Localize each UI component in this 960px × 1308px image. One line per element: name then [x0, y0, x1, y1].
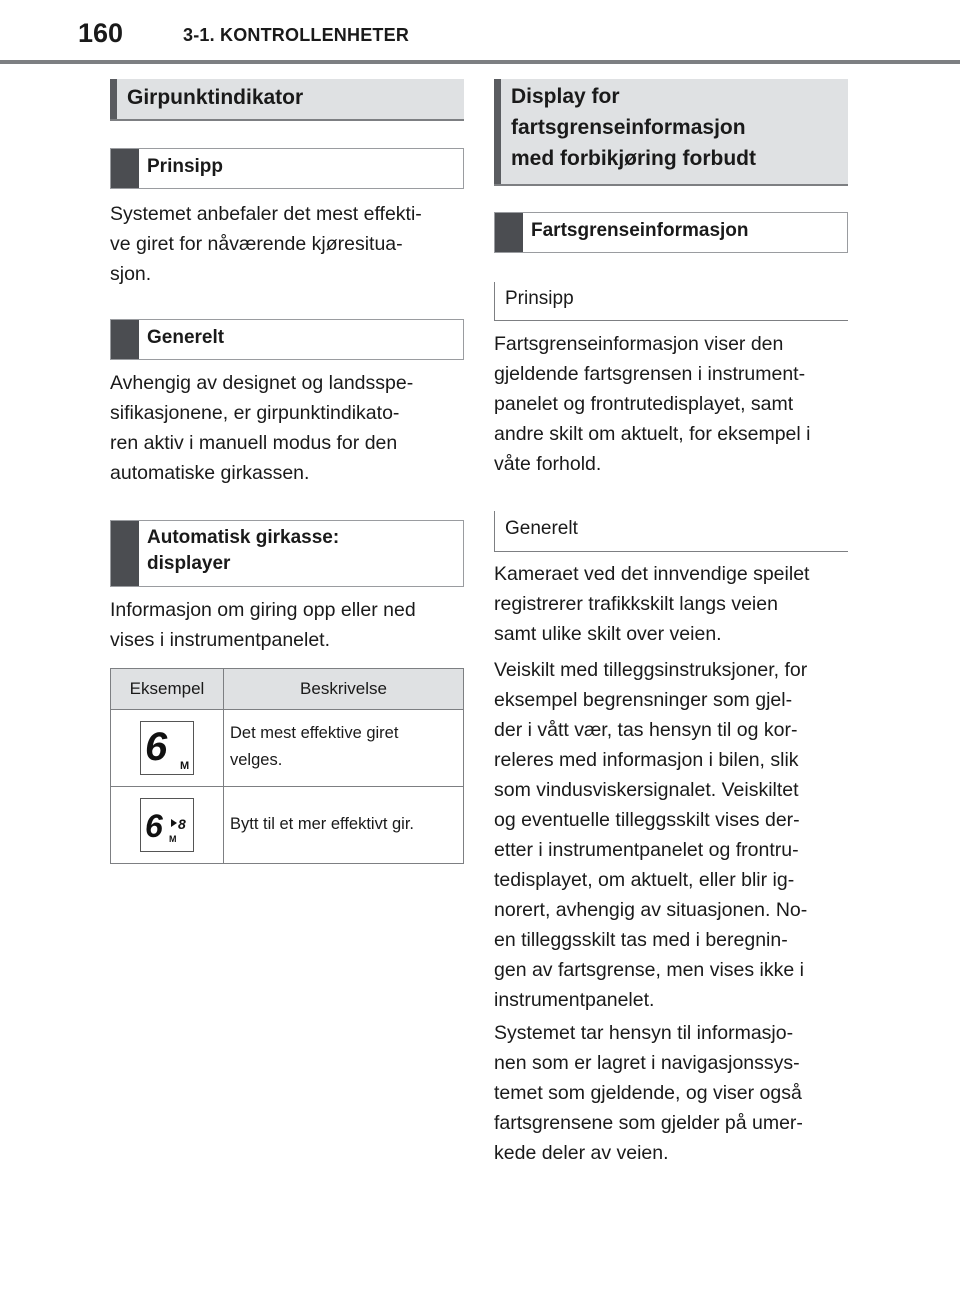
text-line: kede deler av veien.: [494, 1142, 669, 1164]
text-line: fartsgrensene som gjelder på umer-: [494, 1112, 803, 1134]
text-line: Det mest effektive giret: [230, 724, 399, 742]
table-header-beskrivelse: Beskrivelse: [224, 669, 464, 710]
heading-fartsgrenseinformasjon-text: Fartsgrenseinformasjon: [531, 220, 749, 241]
paragraph-prinsipp-left: [110, 199, 464, 289]
gear-6-to-8-m-icon: [140, 798, 194, 852]
text-line: våte forhold.: [494, 453, 602, 475]
subheading-generelt-right: [494, 511, 848, 552]
text-line: instrumentpanelet.: [494, 989, 655, 1011]
text-line: automatiske girkassen.: [110, 462, 310, 484]
text-line: norert, avhengig av situasjonen. No-: [494, 899, 808, 921]
left-section-title-text: Girpunktindikator: [127, 86, 304, 109]
text-line: temet som gjeldende, og viser også: [494, 1082, 802, 1104]
heading-prinsipp-left: [110, 148, 464, 189]
heading-line: Automatisk girkasse:: [147, 527, 340, 548]
text-line: ve giret for nåværende kjøresitua-: [110, 233, 403, 255]
paragraph-generelt-right-1: [494, 559, 848, 649]
subheading-generelt-right-text: Generelt: [505, 518, 578, 539]
title-line: fartsgrenseinformasjon: [511, 116, 746, 139]
gear-digit: 6: [145, 725, 168, 769]
subheading-prinsipp-right: [494, 282, 848, 321]
text-line: Veiskilt med tilleggsinstruksjoner, for: [494, 659, 808, 681]
text-line: Informasjon om giring opp eller ned: [110, 599, 416, 621]
table-row: [111, 787, 464, 864]
gear-mode-letter: M: [169, 834, 177, 844]
table-header-row: [111, 669, 464, 710]
paragraph-generelt-right-2: [494, 655, 848, 1015]
table-header-eksempel: Eksempel: [111, 669, 224, 710]
text-line: etter i instrumentpanelet og frontru-: [494, 839, 799, 861]
text-line: ren aktiv i manuell modus for den: [110, 432, 398, 454]
text-line: gjeldende fartsgrensen i instrument-: [494, 363, 806, 385]
heading-generelt-left: [110, 319, 464, 360]
gear-indicator-table: [110, 668, 464, 864]
left-section-title: [110, 79, 464, 121]
gear-target-digit: 8: [178, 816, 186, 832]
table-cell-description: [224, 787, 464, 864]
heading-line: displayer: [147, 553, 231, 574]
text-line: samt ulike skilt over veien.: [494, 623, 722, 645]
paragraph-generelt-right-3: [494, 1018, 848, 1168]
page-number: 160: [78, 18, 124, 48]
text-line: en tilleggsskilt tas med i beregnin-: [494, 929, 788, 951]
paragraph-generelt-left: [110, 368, 464, 488]
text-line: panelet og frontrutedisplayet, samt: [494, 393, 794, 415]
text-line: velges.: [230, 751, 283, 769]
paragraph-prinsipp-right: [494, 329, 848, 479]
text-line: registrerer trafikkskilt langs veien: [494, 593, 778, 615]
text-line: Systemet anbefaler det mest effekti-: [110, 203, 422, 225]
text-line: og eventuelle tilleggsskilt vises der-: [494, 809, 800, 831]
header-divider: [0, 60, 960, 64]
table-cell-example: [111, 787, 224, 864]
table-cell-description: [224, 710, 464, 787]
text-line: andre skilt om aktuelt, for eksempel i: [494, 423, 811, 445]
text-line: som vindusviskersignalet. Veiskiltet: [494, 779, 799, 801]
gear-mode-letter: M: [180, 760, 190, 772]
chapter-title: 3-1. KONTROLLENHETER: [183, 25, 410, 45]
table-row: [111, 710, 464, 787]
text-line: tedisplayet, om aktuelt, eller blir ig-: [494, 869, 795, 891]
subheading-prinsipp-right-text: Prinsipp: [505, 288, 574, 309]
text-line: vises i instrumentpanelet.: [110, 629, 331, 651]
heading-automatisk-girkasse: [110, 520, 464, 587]
gear-digit: 6: [145, 808, 163, 844]
title-line: med forbikjøring forbudt: [511, 147, 756, 170]
heading-fartsgrenseinformasjon: [494, 212, 848, 253]
arrow-right-icon: [171, 819, 177, 827]
text-line: sjon.: [110, 263, 152, 285]
text-line: sifikasjonene, er girpunktindikato-: [110, 402, 400, 424]
table-cell-example: [111, 710, 224, 787]
heading-prinsipp-left-text: Prinsipp: [147, 156, 224, 177]
text-line: Bytt til et mer effektivt gir.: [230, 814, 415, 833]
text-line: der i vått vær, tas hensyn til og kor-: [494, 719, 798, 741]
right-section-title: [494, 79, 848, 186]
text-line: gen av fartsgrense, men vises ikke i: [494, 959, 804, 981]
gear-6-m-icon: [140, 721, 194, 775]
text-line: Systemet tar hensyn til informasjo-: [494, 1022, 794, 1044]
text-line: Fartsgrenseinformasjon viser den: [494, 333, 784, 355]
text-line: Avhengig av designet og landsspe-: [110, 372, 414, 394]
text-line: releres med informasjon i bilen, slik: [494, 749, 799, 771]
paragraph-automatisk-girkasse: [110, 595, 464, 655]
title-line: Display for: [511, 85, 620, 108]
text-line: nen som er lagret i navigasjonssys-: [494, 1052, 800, 1074]
text-line: Kameraet ved det innvendige speilet: [494, 563, 810, 585]
text-line: eksempel begrensninger som gjel-: [494, 689, 793, 711]
heading-generelt-left-text: Generelt: [147, 327, 225, 348]
